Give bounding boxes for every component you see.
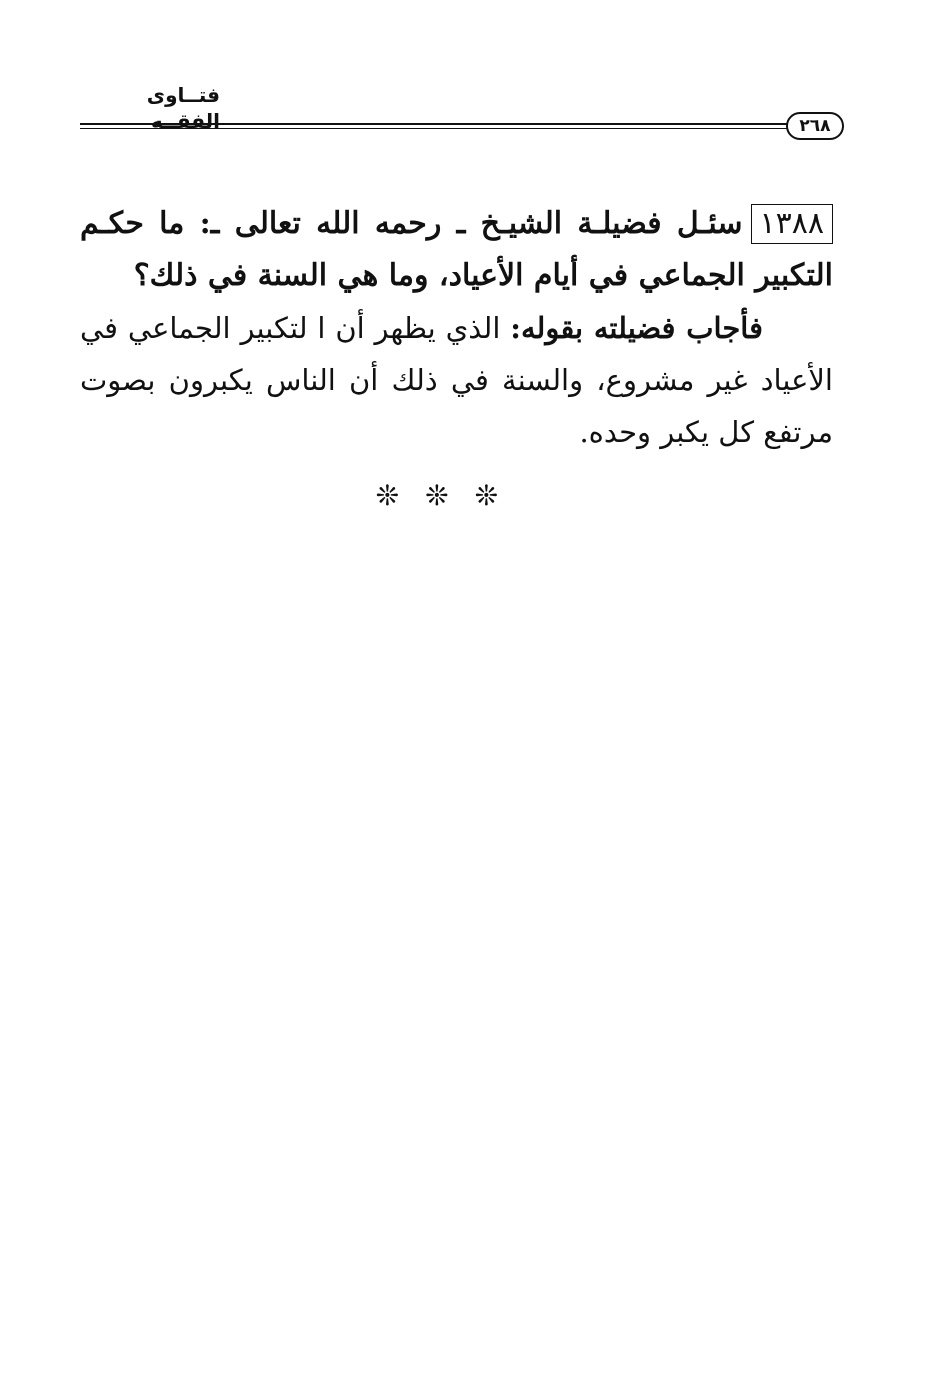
answer-lead: فأجاب فضيلته بقوله:: [510, 311, 764, 345]
answer-paragraph: [80, 302, 833, 458]
header-rule: [80, 123, 788, 129]
answer-text: الذي يظهر أن ا لتكبير الجماعي في الأعياد غير مشروع، والسنة في ذلك أن الناس يكبرون بصوت مرتفع كل يكبر وحده.: [80, 311, 833, 449]
fatwa-content: [80, 198, 833, 458]
page-number: ٢٦٨: [786, 112, 844, 140]
section-separator: ❊❊❊: [375, 479, 525, 512]
question-paragraph: [80, 198, 833, 302]
question-text: سئـل فضيلـة الشيـخ ـ رحمه الله تعالى ـ: ما حكـم التكبير الجماعي في أيام الأعياد، وما هي السنة في ذلك؟: [80, 206, 833, 293]
running-title: فتــاوى الفقــه: [146, 83, 220, 133]
fatwa-number: ١٣٨٨: [751, 204, 833, 244]
